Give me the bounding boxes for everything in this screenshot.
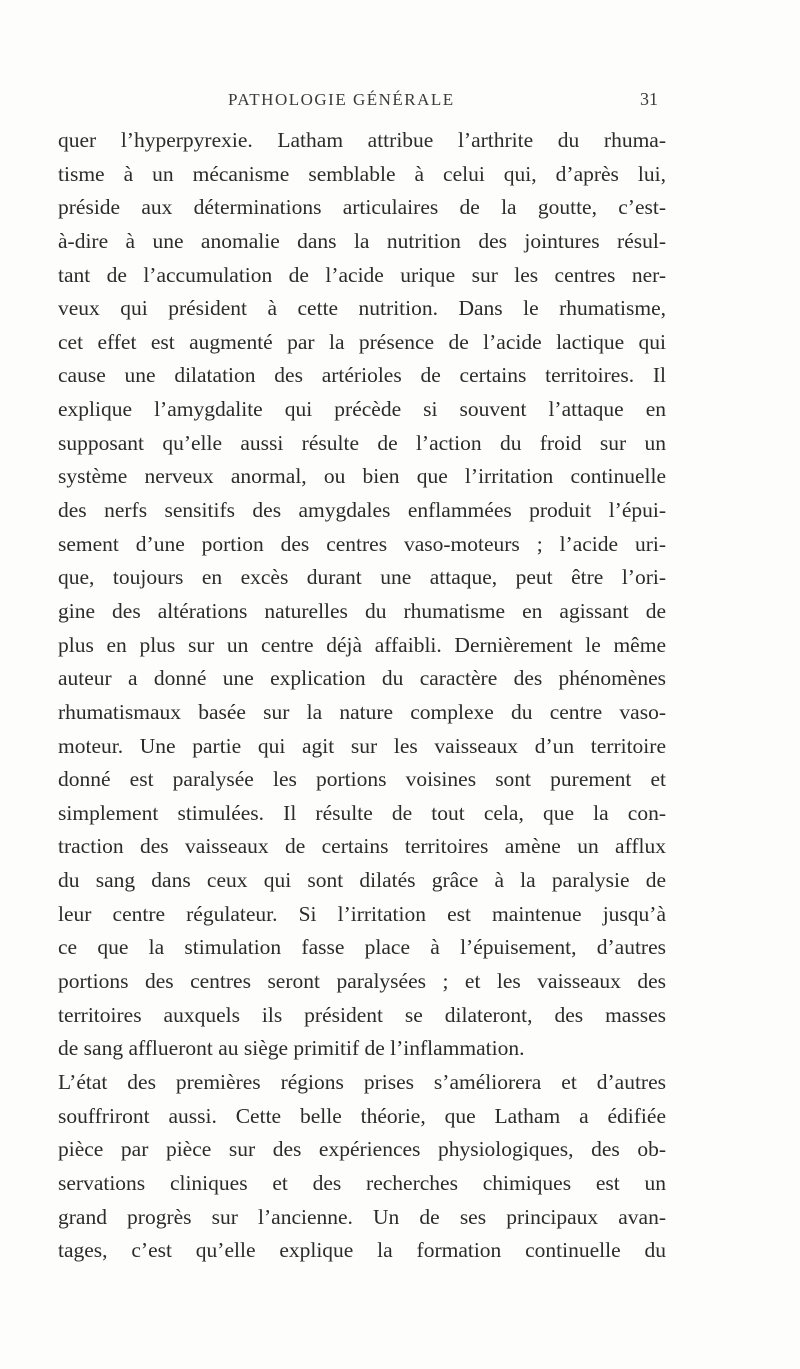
text-line: donné est paralysée les portions voisines sont purement et — [58, 767, 666, 792]
text-line: tisme à un mécanisme semblable à celui qui, d’après lui, — [58, 161, 666, 186]
body-text — [58, 124, 666, 1268]
text-line: territoires auxquels ils président se dilateront, des masses — [58, 1002, 666, 1027]
running-head: PATHOLOGIE GÉNÉRALE — [228, 90, 455, 109]
text-line: souffriront aussi. Cette belle théorie, que Latham a édifiée — [58, 1103, 666, 1128]
text-line: grand progrès sur l’ancienne. Un de ses principaux avan- — [58, 1204, 666, 1229]
text-line: que, toujours en excès durant une attaque, peut être l’ori- — [58, 565, 666, 590]
text-line: auteur a donné une explication du caractère des phénomènes — [58, 666, 666, 691]
text-line: préside aux déterminations articulaires de la goutte, c’est- — [58, 195, 666, 220]
text-line: ce que la stimulation fasse place à l’épuisement, d’autres — [58, 935, 666, 960]
text-line: moteur. Une partie qui agit sur les vaisseaux d’un territoire — [58, 733, 666, 758]
text-line: du sang dans ceux qui sont dilatés grâce à la paralysie de — [58, 868, 666, 893]
text-line: tages, c’est qu’elle explique la formation continuelle du — [58, 1238, 666, 1263]
text-line: L’état des premières régions prises s’améliorera et d’autres — [58, 1069, 666, 1094]
text-line: supposant qu’elle aussi résulte de l’action du froid sur un — [58, 430, 666, 455]
text-line: gine des altérations naturelles du rhumatisme en agissant de — [58, 598, 666, 623]
text-line: explique l’amygdalite qui précède si souvent l’attaque en — [58, 397, 666, 422]
text-line: traction des vaisseaux de certains territoires amène un afflux — [58, 834, 666, 859]
text-line: plus en plus sur un centre déjà affaibli. Dernièrement le même — [58, 632, 666, 657]
text-line: pièce par pièce sur des expériences physiologiques, des ob- — [58, 1137, 666, 1162]
text-line: leur centre régulateur. Si l’irritation est maintenue jusqu’à — [58, 901, 666, 926]
text-line: veux qui président à cette nutrition. Dans le rhumatisme, — [58, 296, 666, 321]
text-line: cause une dilatation des artérioles de certains territoires. Il — [58, 363, 666, 388]
page-number: 31 — [640, 89, 658, 109]
text-line: à-dire à une anomalie dans la nutrition des jointures résul- — [58, 228, 666, 253]
text-line: sement d’une portion des centres vaso-moteurs ; l’acide uri- — [58, 531, 666, 556]
text-line: servations cliniques et des recherches chimiques est un — [58, 1170, 666, 1195]
text-line: de sang afflueront au siège primitif de l’inflammation. — [58, 1036, 525, 1061]
text-line: portions des centres seront paralysées ; et les vaisseaux des — [58, 969, 666, 994]
text-line: tant de l’accumulation de l’acide urique sur les centres ner- — [58, 262, 666, 287]
text-line: quer l’hyperpyrexie. Latham attribue l’arthrite du rhuma- — [58, 128, 666, 152]
text-line: simplement stimulées. Il résulte de tout cela, que la con- — [58, 800, 666, 825]
text-line: des nerfs sensitifs des amygdales enflammées produit l’épui- — [58, 498, 666, 523]
text-line: cet effet est augmenté par la présence de l’acide lactique qui — [58, 329, 666, 354]
text-line: système nerveux anormal, ou bien que l’irritation continuelle — [58, 464, 666, 489]
text-line: rhumatismaux basée sur la nature complexe du centre vaso- — [58, 699, 666, 724]
